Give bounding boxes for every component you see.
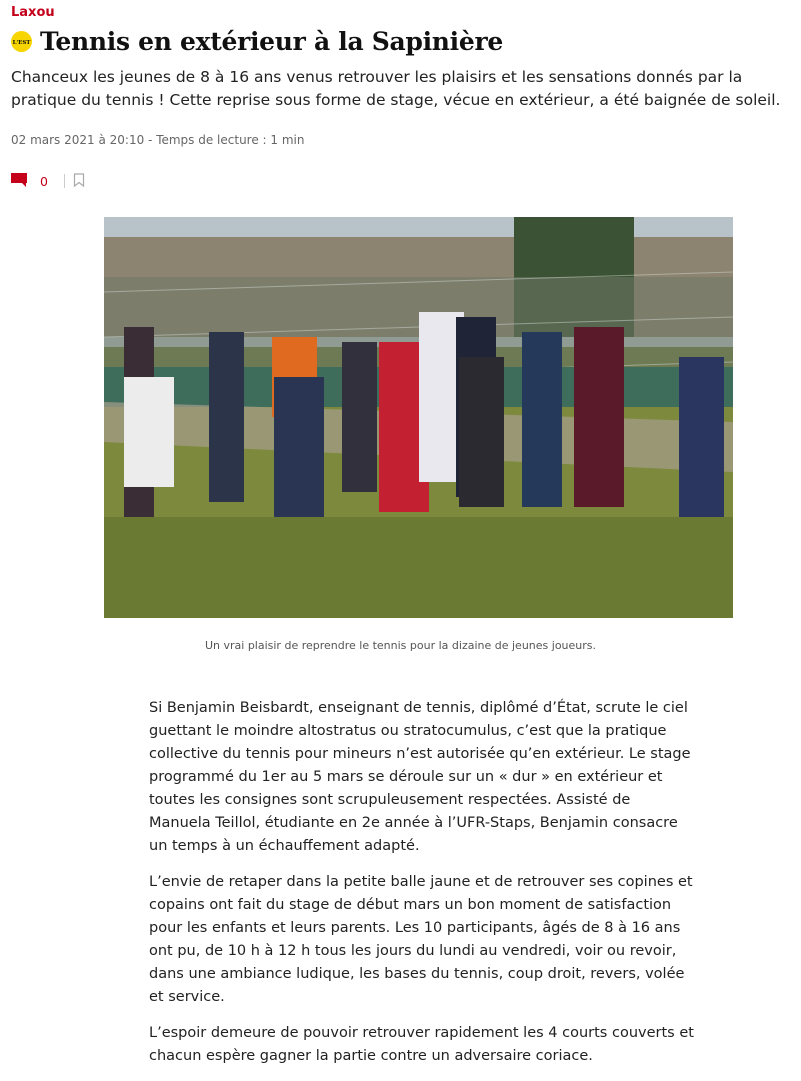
lest-logo-icon <box>11 31 32 52</box>
article-photo <box>104 217 733 618</box>
article-paragraph: L’espoir demeure de pouvoir retrouver rapidement les 4 courts couverts et chacun espère gagner la partie contre un adversaire coriace. <box>149 1025 694 1064</box>
category-link[interactable]: Laxou <box>11 5 55 20</box>
bookmark-icon <box>73 172 85 191</box>
article-body <box>149 697 694 1081</box>
comments-button[interactable] <box>11 172 48 191</box>
actions-divider <box>64 174 65 188</box>
svg-text:L'EST: L'EST <box>12 40 31 46</box>
comments-count: 0 <box>40 173 48 189</box>
article-actions <box>11 172 85 190</box>
title-row <box>11 27 503 56</box>
photo-caption: Un vrai plaisir de reprendre le tennis pour la dizaine de jeunes joueurs. <box>204 639 597 652</box>
bookmark-button[interactable] <box>73 172 85 191</box>
page-title: Tennis en extérieur à la Sapinière <box>40 27 503 56</box>
article-meta: 02 mars 2021 à 20:10 - Temps de lecture : 1 min <box>11 133 305 147</box>
article-lead: Chanceux les jeunes de 8 à 16 ans venus retrouver les plaisirs et les sensations donnés par la pratique du tennis ! Cette reprise sous forme de stage, vécue en extérieur, a été baignée de soleil. <box>11 68 781 109</box>
comment-icon <box>11 172 27 191</box>
article-paragraph: L’envie de retaper dans la petite balle jaune et de retrouver ses copines et copains ont fait du stage de début mars un bon moment de satisfaction pour les enfants et leurs parents. Les 10 participants, âgés de 8 à 16 ans ont pu, de 10 h à 12 h tous les jours du lundi au vendredi, voir ou revoir, dans une ambiance ludique, les bases du tennis, coup droit, revers, volée et service. <box>149 874 693 1005</box>
article-paragraph: Si Benjamin Beisbardt, enseignant de tennis, diplômé d’État, scrute le ciel guettant le moindre altostratus ou stratocumulus, c’est que la pratique collective du tennis pour mineurs n’est autorisée qu’en extérieur. Le stage programmé du 1er au 5 mars se déroule sur un « dur » en extérieur et toutes les consignes sont scrupuleusement respectées. Assisté de Manuela Teillol, étudiante en 2e année à l’UFR-Staps, Benjamin consacre un temps à un échauffement adapté. <box>149 700 691 854</box>
